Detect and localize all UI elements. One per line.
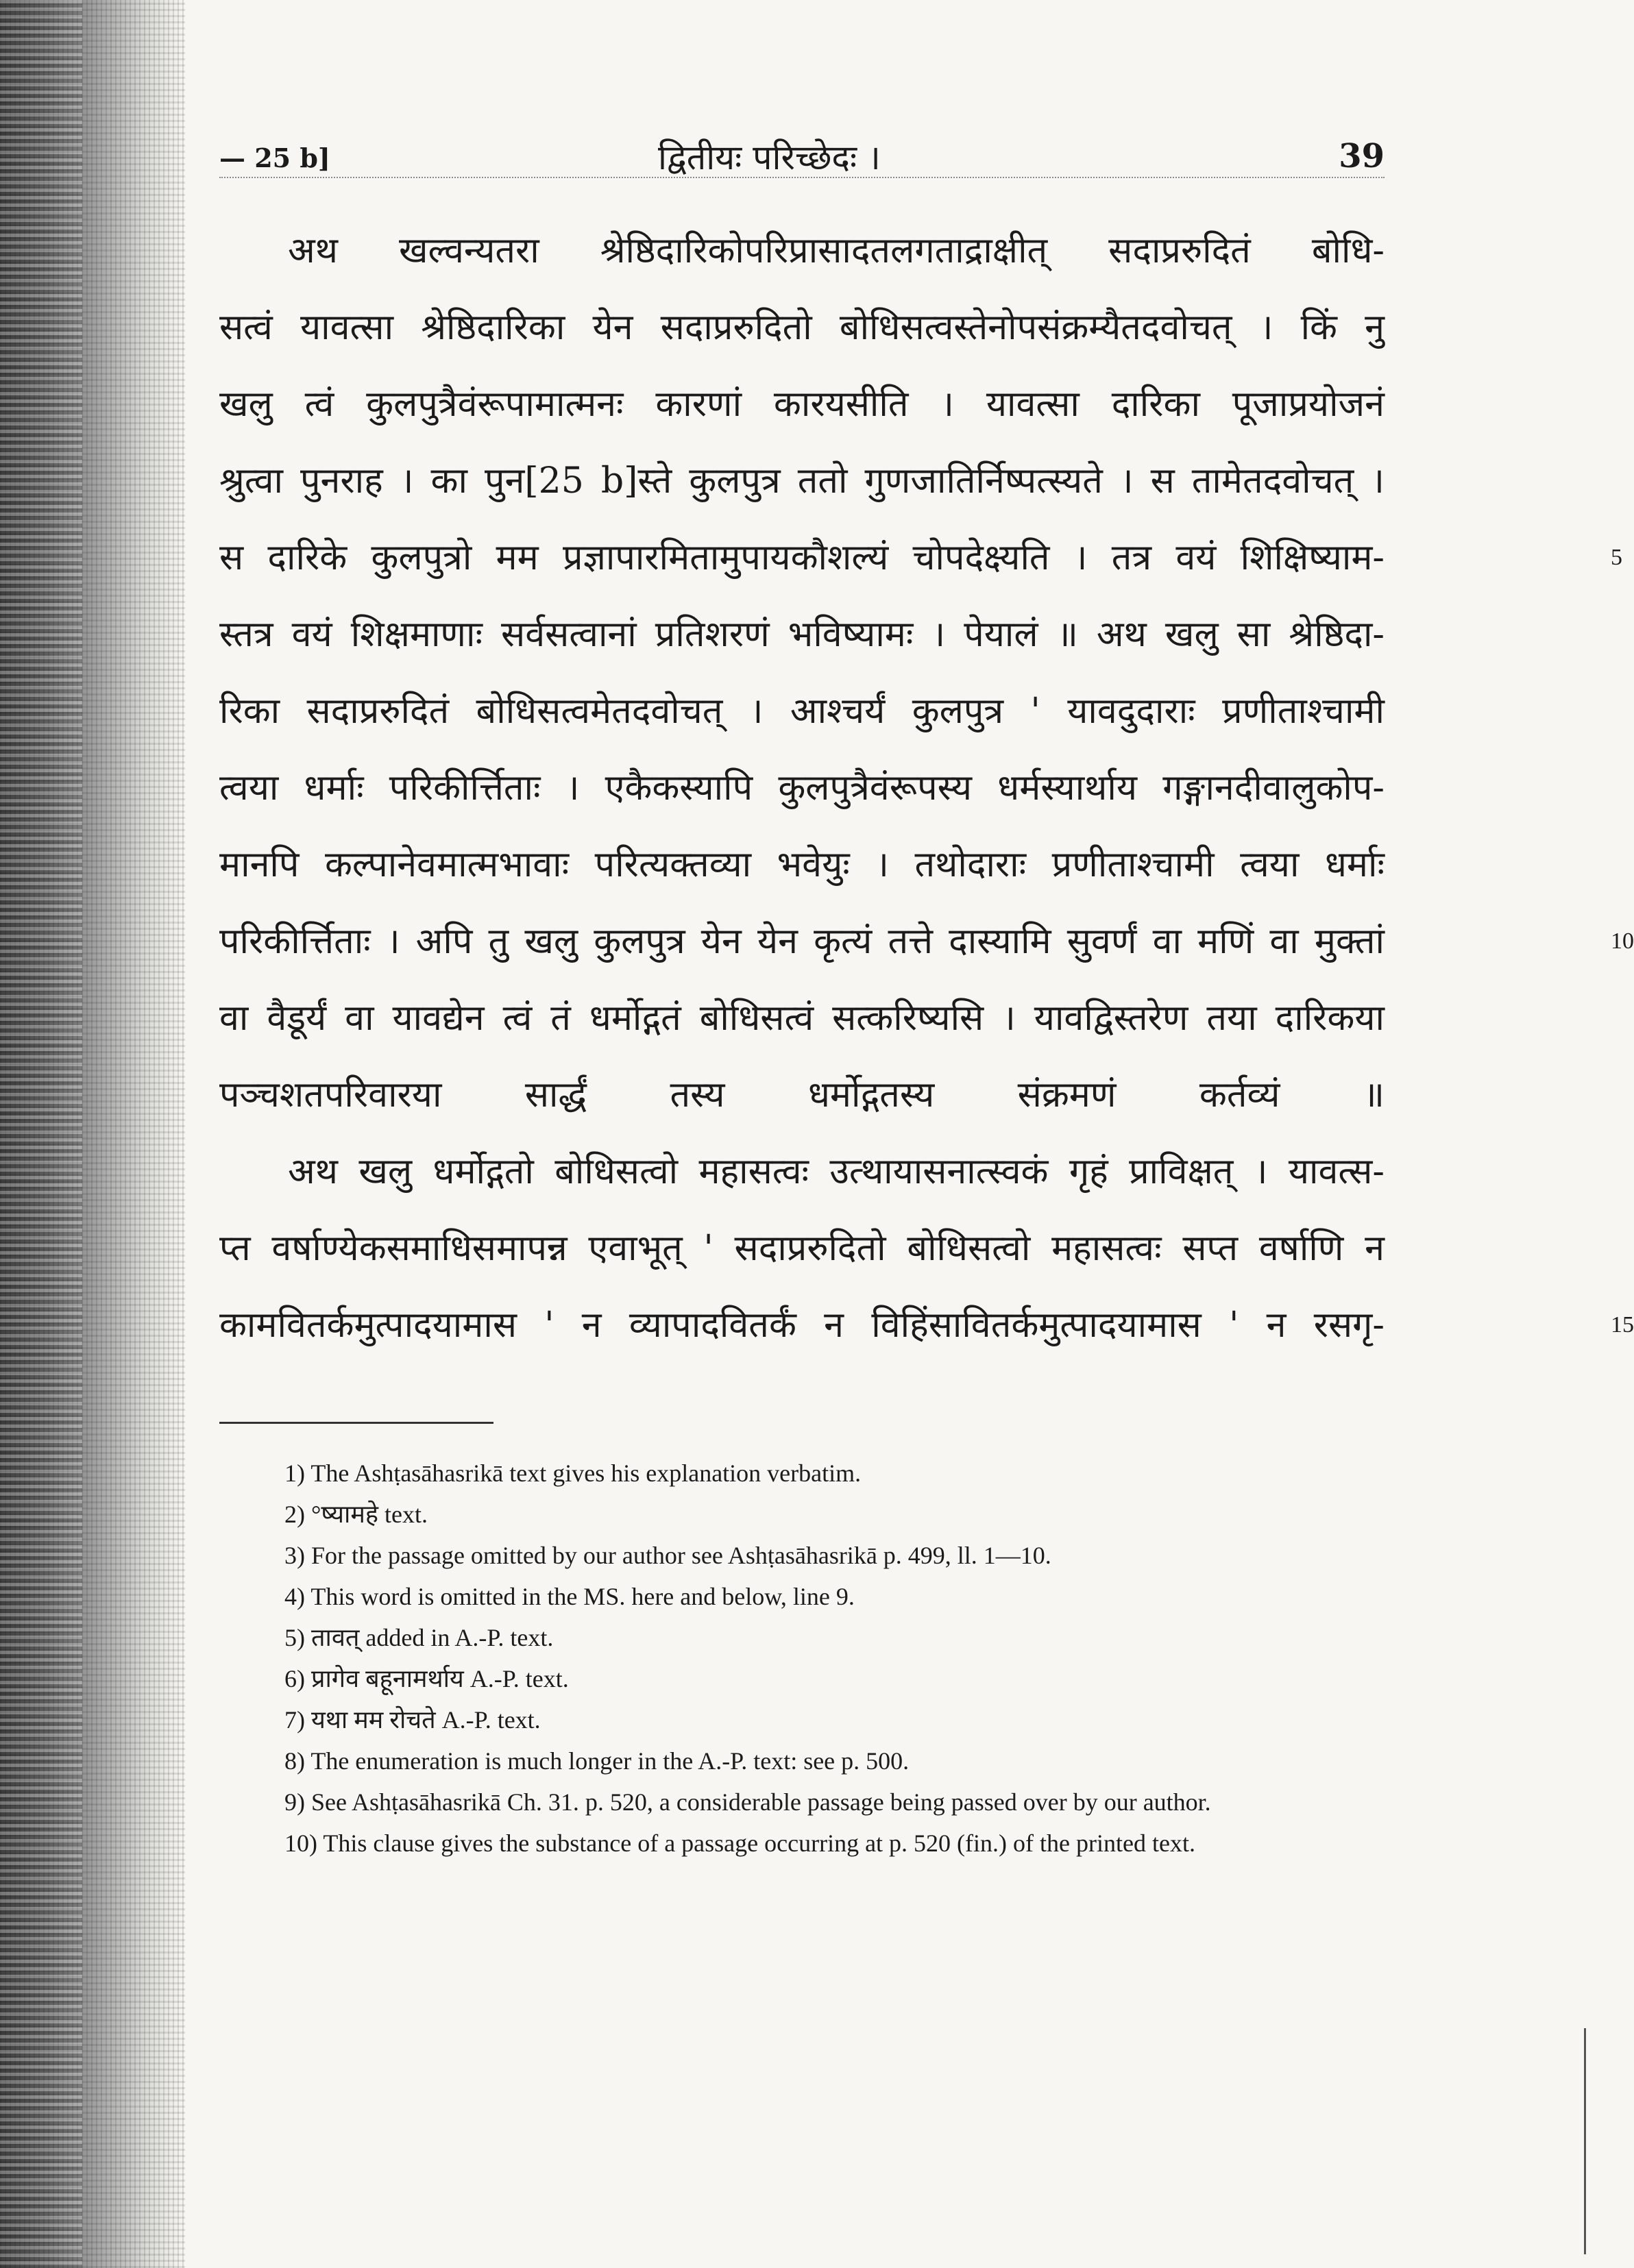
text-line-content: स्तत्र वयं शिक्षमाणाः सर्वसत्वानां प्रतिशरणं भविष्यामः । पेयालं ॥ अथ खलु सा श्रेष्ठिदा- [219, 614, 1385, 655]
page-number: 39 [1339, 137, 1385, 175]
page-header [219, 130, 1385, 178]
text-line-content: परिकीर्त्तिताः । अपि तु खलु कुलपुत्र येन येन कृत्यं तत्ते दास्यामि सुवर्णं वा मणिं वा मुक्तां [219, 921, 1385, 962]
text-line-content: प्त वर्षाण्येकसमाधिसमापन्न एवाभूत् ' सदाप्ररुदितो बोधिसत्वो महासत्वः सप्त वर्षाणि न [219, 1228, 1385, 1269]
scan-shadow-texture [0, 0, 82, 2268]
footnote: 10) This clause gives the substance of a passage occurring at p. 520 (fin.) of the printed text. [284, 1829, 1195, 1857]
text-line [219, 1057, 1385, 1133]
footnote: 5) तावत् added in A.-P. text. [284, 1624, 554, 1651]
text-line-content: खलु त्वं कुलपुत्रैवंरूपामात्मनः कारणां कारयसीति । यावत्सा दारिका पूजाप्रयोजनं [219, 384, 1385, 425]
text-line [219, 980, 1385, 1057]
text-line-content: त्वया धर्माः परिकीर्त्तिताः । एकैकस्यापि कुलपुत्रैवंरूपस्य धर्मस्यार्थाय गङ्गानदीवालुकोप- [219, 767, 1385, 809]
text-line [219, 519, 1622, 596]
text-line-content: स दारिके कुलपुत्रो मम प्रज्ञापारमितामुपायकौशल्यं चोपदेक्ष्यति । तत्र वयं शिक्षिष्याम- [219, 537, 1385, 578]
text-line-content: वा वैडूर्यं वा यावद्येन त्वं तं धर्मोद्गतं बोधिसत्वं सत्करिष्यसि । यावद्विस्तरेण तया दारिकया [219, 998, 1385, 1039]
footnote-separator [219, 1422, 493, 1424]
text-line-content: रिका सदाप्ररुदितं बोधिसत्वमेतदवोचत् । आश्चर्यं कुलपुत्र ' यावदुदाराः प्रणीताश्चामी [219, 691, 1385, 732]
text-line [219, 673, 1385, 750]
text-line [219, 1133, 1385, 1210]
footnote: 6) प्रागेव बहूनामर्थाय A.-P. text. [284, 1665, 569, 1692]
line-number: 10 [1611, 928, 1634, 954]
sanskrit-body [219, 212, 1634, 1364]
text-line [219, 1210, 1385, 1287]
footnote: 3) For the passage omitted by our author see Ashṭasāhasrikā p. 499, ll. 1—10. [284, 1542, 1051, 1569]
header-rule [219, 177, 1385, 178]
line-number: 15 [1611, 1312, 1634, 1338]
text-line [219, 366, 1385, 443]
footnote: 1) The Ashṭasāhasrikā text gives his explanation verbatim. [284, 1459, 862, 1487]
text-line-content: अथ खलु धर्मोद्गतो बोधिसत्वो महासत्वः उत्थायासनात्स्वकं गृहं प्राविक्षत् । यावत्स- [288, 1151, 1385, 1192]
text-line [219, 596, 1385, 673]
text-line [219, 212, 1385, 289]
text-line-content: सत्वं यावत्सा श्रेष्ठिदारिका येन सदाप्ररुदितो बोधिसत्वस्तेनोपसंक्रम्यैतदवोचत् । किं नु [219, 307, 1385, 348]
text-line [219, 289, 1385, 366]
footnote: 4) This word is omitted in the MS. here and below, line 9. [284, 1583, 855, 1610]
text-line-content: कामवितर्कमुत्पादयामास ' न व्यापादवितर्कं न विहिंसावितर्कमुत्पादयामास ' न रसगृ- [219, 1305, 1385, 1346]
text-line [219, 1287, 1634, 1364]
scan-shadow-edge [0, 0, 185, 2268]
footnote: 8) The enumeration is much longer in the A.-P. text: see p. 500. [284, 1747, 910, 1775]
scan-margin-line [1584, 2028, 1586, 2254]
text-line-content: अथ खल्वन्यतरा श्रेष्ठिदारिकोपरिप्रासादतलगताद्राक्षीत् सदाप्ररुदितं बोधि- [288, 230, 1385, 271]
header-chapter-title: द्वितीयः परिच्छेदः । [658, 138, 881, 177]
text-line [219, 903, 1634, 980]
footnote: 7) यथा मम रोचते A.-P. text. [284, 1706, 541, 1734]
text-line [219, 750, 1385, 826]
footnotes [219, 1453, 1343, 1864]
text-line-content: मानपि कल्पानेवमात्मभावाः परित्यक्तव्या भवेयुः । तथोदाराः प्रणीताश्चामी त्वया धर्माः [219, 844, 1385, 885]
text-line-content: श्रुत्वा पुनराह । का पुन[25 b]स्ते कुलपुत्र ततो गुणजातिर्निष्पत्स्यते । स तामेतदवोचत् । [219, 460, 1385, 502]
text-line-content: पञ्चशतपरिवारया सार्द्धं तस्य धर्मोद्गतस्य संक्रमणं कर्तव्यं ॥ [219, 1074, 1385, 1115]
footnote: 2) °ष्यामहे text. [284, 1501, 428, 1528]
header-section-ref: — 25 b] [219, 143, 330, 173]
text-line [219, 443, 1385, 519]
footnote: 9) See Ashṭasāhasrikā Ch. 31. p. 520, a considerable passage being passed over by our author. [284, 1788, 1211, 1816]
text-line [219, 826, 1385, 903]
line-number: 5 [1611, 545, 1622, 570]
